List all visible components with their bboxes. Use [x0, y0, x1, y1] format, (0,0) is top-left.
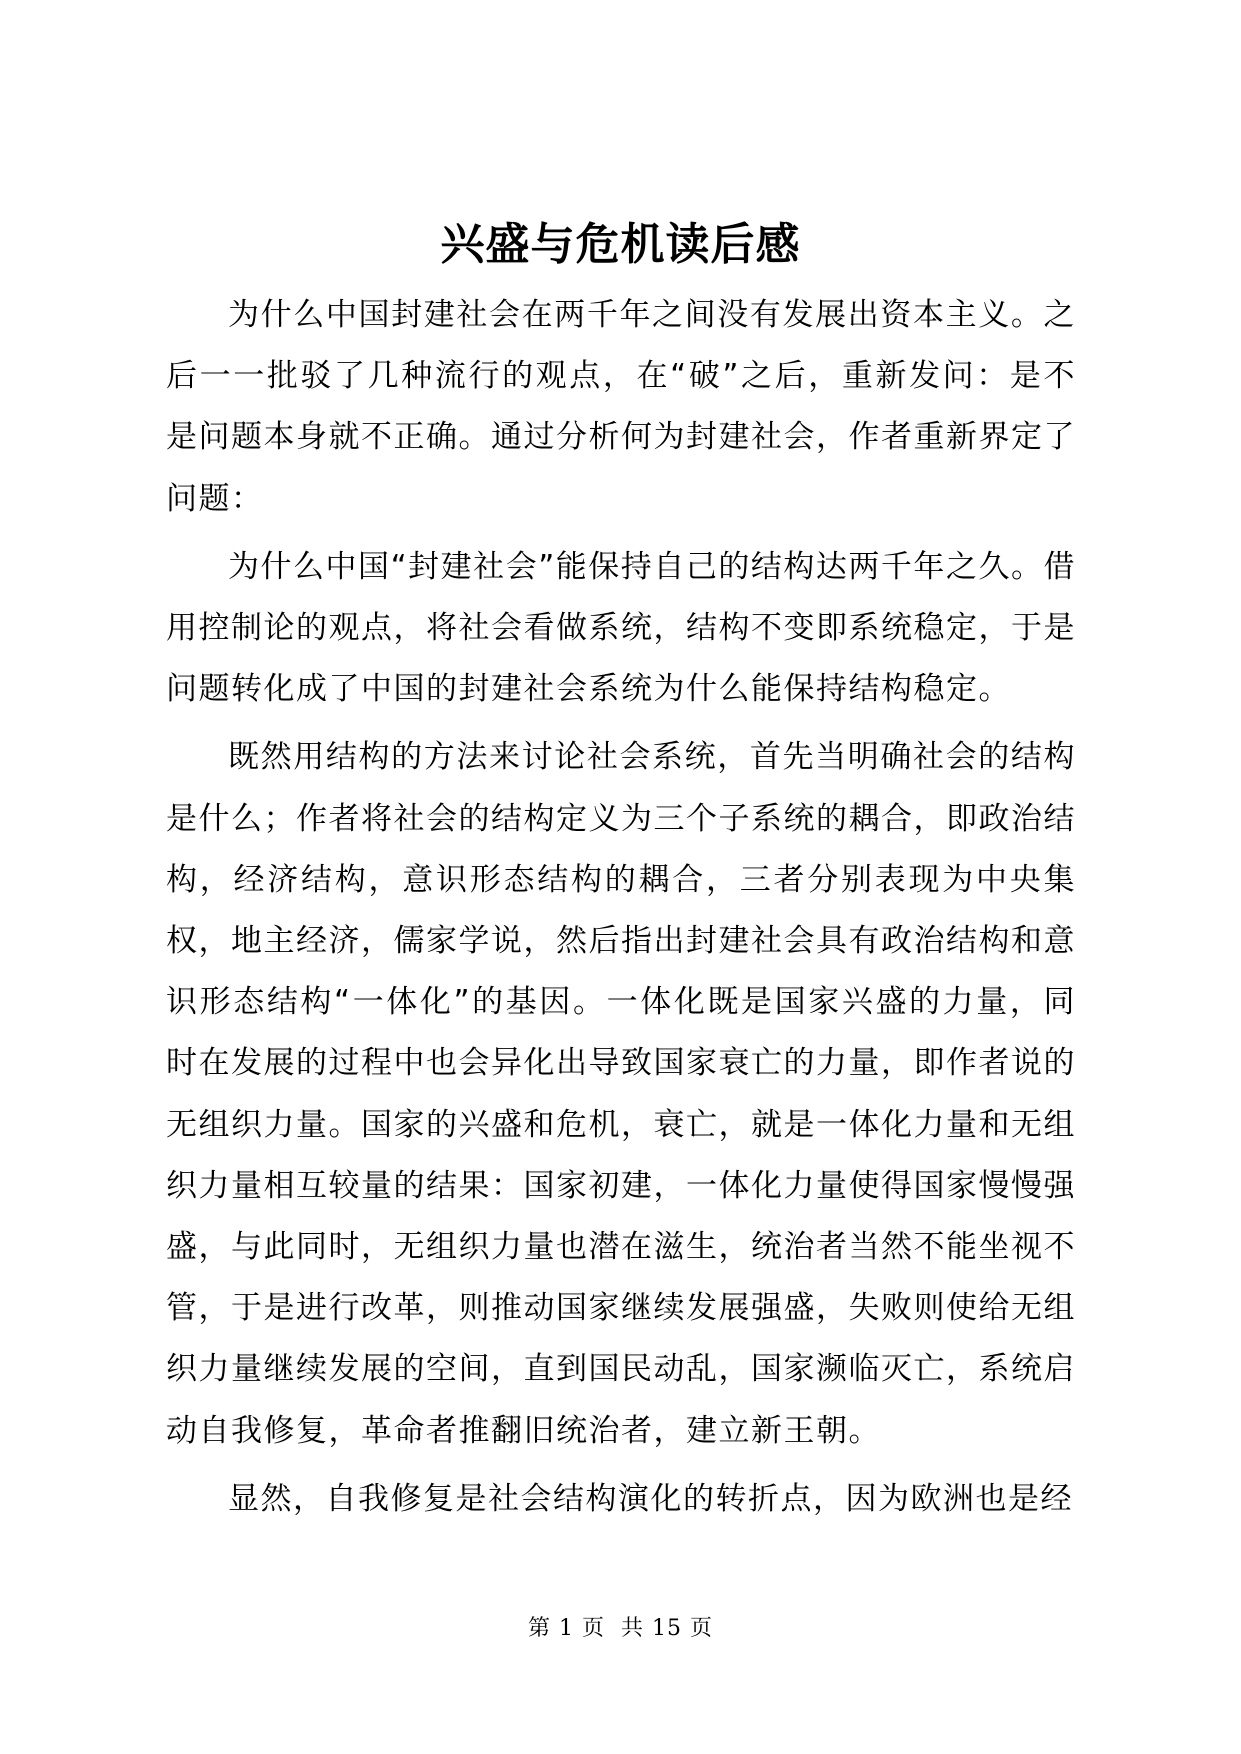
page-footer: [0, 1614, 1241, 1644]
document-body: [166, 285, 1076, 1530]
document-title: 兴盛与危机读后感: [440, 219, 801, 270]
page-number: 第 1 页: [528, 1616, 605, 1641]
paragraph: 既然用结构的方法来讨论社会系统，首先当明确社会的结构是什么；作者将社会的结构定义为三个子系统的耦合，即政治结构，经济结构，意识形态结构的耦合，三者分别表现为中央集权，地主经济，儒家学说，然后指出封建社会具有政治结构和意识形态结构“一体化”的基因。一体化既是国家兴盛的力量，同时在发展的过程中也会异化出导致国家衰亡的力量，即作者说的无组织力量。国家的兴盛和危机，衰亡，就是一体化力量和无组织力量相互较量的结果：国家初建，一体化力量使得国家慢慢强盛，与此同时，无组织力量也潜在滋生，统治者当然不能坐视不管，于是进行改革，则推动国家继续发展强盛，失败则使给无组织力量继续发展的空间，直到国民动乱，国家濒临灭亡，系统启动自我修复，革命者推翻旧统治者，建立新王朝。: [166, 739, 1076, 1449]
page-total: 共 15 页: [621, 1616, 713, 1641]
paragraph: 显然，自我修复是社会结构演化的转折点，因为欧洲也是经: [228, 1480, 1073, 1517]
paragraph: 为什么中国“封建社会”能保持自己的结构达两千年之久。借用控制论的观点，将社会看做系统，结构不变即系统稳定，于是问题转化成了中国的封建社会系统为什么能保持结构稳定。: [166, 548, 1076, 708]
paragraph: 为什么中国封建社会在两千年之间没有发展出资本主义。之后一一批驳了几种流行的观点，在“破”之后，重新发问：是不是问题本身就不正确。通过分析何为封建社会，作者重新界定了问题：: [166, 297, 1076, 517]
